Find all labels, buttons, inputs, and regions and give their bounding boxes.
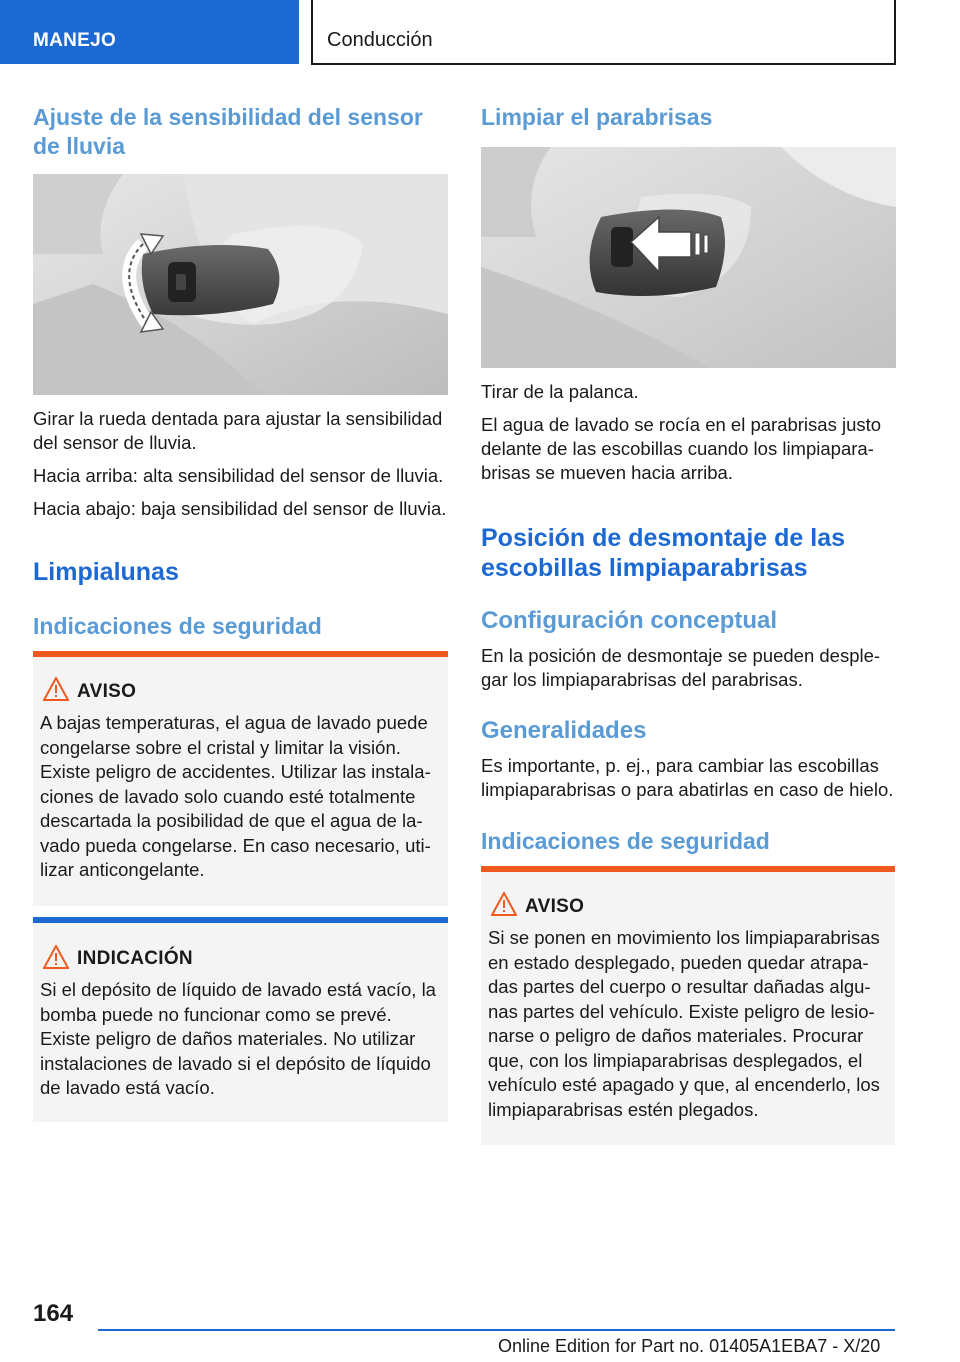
text-line: limpiaparabrisas o para abatirlas en caso de hielo.: [481, 779, 894, 800]
section-title: MANEJO: [33, 30, 117, 51]
notice-label: INDICACIÓN: [77, 948, 193, 969]
para-high-sensitivity: Hacia arriba: alta sensibilidad del sensor de lluvia.: [33, 465, 444, 486]
warning-triangle-icon: [43, 677, 69, 701]
para-low-sensitivity: Hacia abajo: baja sensibilidad del sensor de lluvia.: [33, 498, 447, 519]
warning-triangle-icon: [491, 892, 517, 916]
text-line: Si se ponen en movimiento los limpiaparabrisas: [488, 927, 880, 948]
text-line: El agua de lavado se rocía en el parabrisas justo: [481, 414, 882, 435]
para-pull-lever: Tirar de la palanca.: [481, 381, 639, 402]
heading-safety-left: Indicaciones de seguridad: [33, 613, 322, 639]
text-line: lizar anticongelante.: [40, 859, 205, 880]
text-line: narse o peligro de daños materiales. Procurar: [488, 1025, 864, 1046]
notice-bar: [33, 917, 448, 923]
rain-sensor-wheel-image: [33, 174, 448, 395]
heading-line: Ajuste de la sensibilidad del sensor: [33, 104, 423, 130]
page-number: 164: [33, 1300, 74, 1327]
text-line: que, con los limpiaparabrisas desplegados, el: [488, 1049, 863, 1071]
heading-safety-right: Indicaciones de seguridad: [481, 828, 770, 854]
warning-box-left: [33, 651, 448, 906]
text-line: A bajas temperaturas, el agua de lavado puede: [40, 712, 428, 733]
text-line: Si el depósito de líquido de lavado está vacío, la: [40, 979, 436, 1000]
washer-lever-image: [481, 147, 896, 368]
text-line: Existe peligro de daños materiales. No utilizar: [40, 1028, 416, 1049]
heading-limpialunas: Limpialunas: [33, 558, 179, 586]
text-line: delante de las escobillas cuando los limpiapara-: [481, 438, 874, 459]
text-line: Es importante, p. ej., para cambiar las escobillas: [481, 755, 879, 776]
edition-note: Online Edition for Part no. 01405A1EBA7 - X/20: [498, 1336, 881, 1356]
text-line: ciones de lavado solo cuando esté totalmente: [40, 785, 416, 807]
text-line: En la posición de desmontaje se pueden desple-: [481, 645, 881, 666]
text-line: gar los limpiaparabrisas del parabrisas.: [481, 669, 803, 690]
text-line: nas partes del vehículo. Existe peligro de lesio-: [488, 1000, 875, 1022]
heading-line: escobillas limpiaparabrisas: [481, 554, 808, 582]
text-line: Existe peligro de accidentes. Utilizar las instala-: [40, 761, 431, 782]
text-line: del sensor de lluvia.: [33, 432, 197, 453]
warning-label: AVISO: [525, 896, 585, 917]
warning-bar: [33, 651, 448, 657]
notice-text: [40, 978, 444, 1101]
text-line: vehículo esté apagado y que, al encenderlo, los: [488, 1074, 880, 1095]
text-line: Girar la rueda dentada para ajustar la sensibilidad: [33, 408, 443, 429]
text-line: das partes del cuerpo o resultar dañadas algu-: [488, 976, 871, 997]
text-line: vado pueda congelarse. En caso necesario, uti-: [40, 834, 431, 856]
heading-clean-windshield: Limpiar el parabrisas: [481, 104, 713, 130]
text-line: congelarse sobre el cristal y limitar la visión.: [40, 736, 401, 758]
footer-rule: [98, 1329, 895, 1331]
warning-text: [40, 711, 444, 883]
para-washer-spray: [481, 413, 901, 485]
heading-concept: Configuración conceptual: [481, 607, 778, 634]
text-line: limpiaparabrisas estén plegados.: [488, 1098, 759, 1120]
text-line: de lavado está vacío.: [40, 1077, 215, 1098]
warning-triangle-icon: [43, 945, 69, 969]
text-line: en estado desplegado, pueden quedar atrapa-: [488, 951, 869, 973]
warning-box-right: [481, 866, 895, 1145]
para-rain-sensor: [33, 407, 448, 455]
heading-general: Generalidades: [481, 717, 647, 744]
text-line: bomba puede no funcionar como se prevé.: [40, 1003, 392, 1025]
text-line: brisas se mueven hacia arriba.: [481, 462, 733, 483]
notice-box-left: [33, 917, 448, 1122]
rain-sensor-illustration: [33, 174, 448, 395]
warning-text: [488, 926, 892, 1122]
section-tab: [0, 0, 299, 64]
heading-line: Posición de desmontaje de las: [481, 524, 846, 552]
para-concept: [481, 644, 901, 692]
heading-line: de lluvia: [33, 133, 126, 159]
washer-lever-illustration: [481, 147, 896, 368]
chapter-title: Conducción: [327, 29, 433, 51]
text-line: descartada la posibilidad de que el agua de la-: [40, 810, 423, 831]
chapter-header: [311, 0, 896, 65]
para-general: [481, 754, 901, 802]
heading-rain-sensor: [33, 103, 448, 161]
warning-bar: [481, 866, 895, 872]
warning-label: AVISO: [77, 681, 137, 702]
heading-wiper-position: [481, 523, 901, 583]
text-line: instalaciones de lavado si el depósito de líquido: [40, 1052, 431, 1074]
